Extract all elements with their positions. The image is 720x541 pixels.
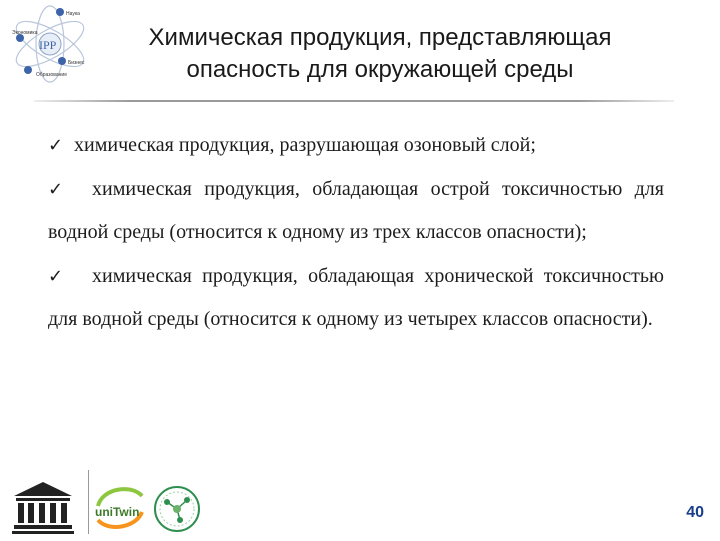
bullet-text: химическая продукция, разрушающая озоновый слой; — [74, 134, 536, 156]
bullet-item — [48, 168, 664, 255]
title-divider — [34, 100, 674, 102]
molecule-circle-logo — [152, 484, 202, 534]
title-line-2: опасность для окружающей среды — [186, 56, 574, 83]
bullet-item — [48, 124, 664, 168]
bullet-item — [48, 255, 664, 342]
check-icon: ✓ — [48, 178, 64, 200]
logo-text: IPP — [39, 38, 57, 52]
logo-label: Экономика — [12, 30, 38, 36]
logo-label: Бизнес — [68, 60, 85, 66]
check-icon: ✓ — [48, 265, 64, 287]
check-icon: ✓ — [48, 135, 64, 156]
unesco-logo — [12, 480, 74, 536]
bullet-text: химическая продукция, обладающая хронической токсичностью для водной среды (относится к одному из четырех классов опасности). — [48, 264, 664, 330]
unitwin-logo — [92, 482, 148, 534]
slide-title — [80, 22, 680, 86]
unitwin-text: uniTwin — [95, 505, 140, 519]
logo-label: Образование — [36, 72, 67, 78]
footer-divider — [88, 470, 89, 534]
page-number: 40 — [686, 504, 704, 521]
bullet-list — [48, 124, 664, 342]
title-line-1: Химическая продукция, представляющая — [148, 24, 612, 51]
logo-label: Наука — [66, 11, 80, 17]
bullet-text: химическая продукция, обладающая острой токсичностью для водной среды (относится к одному из трех классов опасности); — [48, 177, 664, 243]
